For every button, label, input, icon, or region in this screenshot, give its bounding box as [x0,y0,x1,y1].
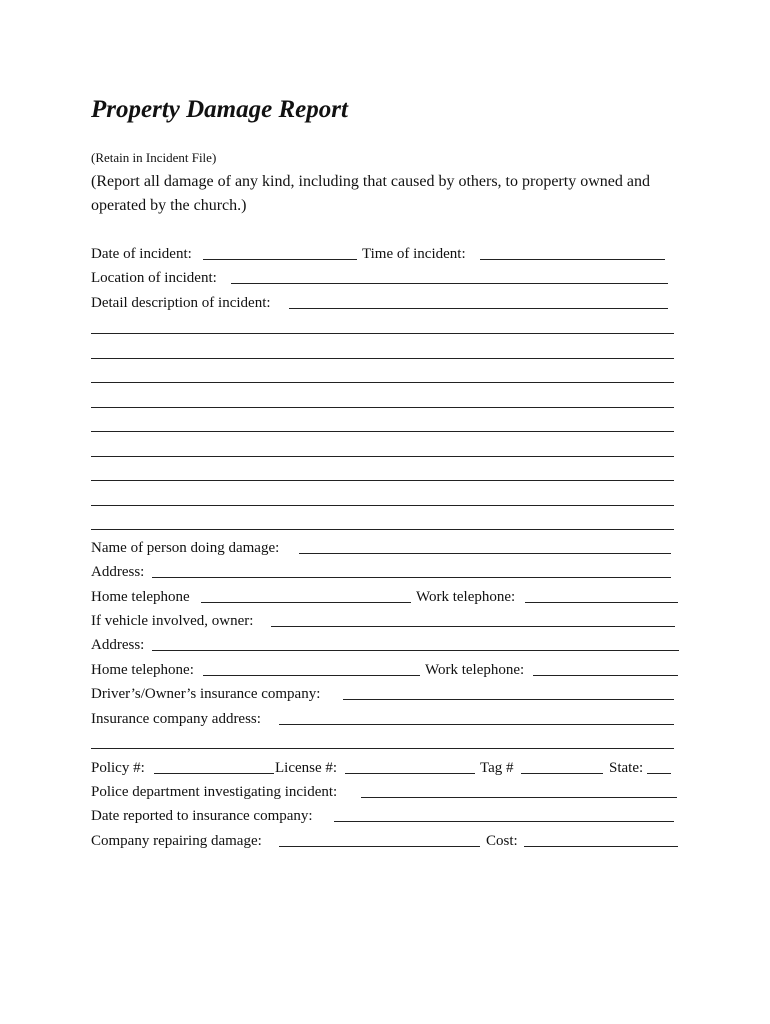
work-telephone-label: Work telephone: [416,589,516,605]
date-time-row [91,243,691,265]
description-line[interactable] [91,358,674,359]
repair-row [91,830,691,852]
owner-work-telephone-field[interactable] [533,675,678,676]
vehicle-owner-label: If vehicle involved, owner: [91,613,254,629]
policy-label: Policy #: [91,760,145,776]
owner-home-telephone-field[interactable] [203,675,420,676]
insurance-company-label: Driver’s/Owner’s insurance company: [91,686,321,702]
detail-description-field[interactable] [289,308,668,309]
description-line[interactable] [91,480,674,481]
vehicle-owner-field[interactable] [271,626,675,627]
retain-note: (Retain in Incident File) [91,150,217,165]
date-of-incident-label: Date of incident: [91,246,192,262]
description-line[interactable] [91,382,674,383]
insurance-company-row [91,683,691,705]
insurance-address-line[interactable] [91,748,674,749]
description-line[interactable] [91,407,674,408]
insurance-address-row [91,708,691,730]
license-label: License #: [275,760,338,776]
location-row [91,267,691,289]
description-line[interactable] [91,333,674,334]
person-row [91,537,691,559]
home-telephone-field[interactable] [201,602,411,603]
owner-address-field[interactable] [152,650,679,651]
description-line[interactable] [91,505,674,506]
owner-work-telephone-label: Work telephone: [425,662,525,678]
insurance-address-field[interactable] [279,724,674,725]
description-line[interactable] [91,529,674,530]
time-of-incident-label: Time of incident: [362,246,466,262]
time-of-incident-field[interactable] [480,259,665,260]
work-telephone-field[interactable] [525,602,678,603]
intro-text: (Report all damage of any kind, including that caused by others, to property owned and operated by the church.) [91,173,650,214]
policy-row [91,757,691,779]
company-repairing-label: Company repairing damage: [91,833,262,849]
date-reported-label: Date reported to insurance company: [91,808,313,824]
police-field[interactable] [361,797,677,798]
address-label: Address: [91,564,145,580]
cost-field[interactable] [524,846,678,847]
address-row [91,561,691,583]
police-label: Police department investigating incident: [91,784,338,800]
page-title: Property Damage Report [91,96,348,123]
description-line[interactable] [91,431,674,432]
home-telephone-label: Home telephone [91,589,190,605]
police-row [91,781,691,803]
location-label: Location of incident: [91,270,217,286]
insurance-address-label: Insurance company address: [91,711,261,727]
owner-home-telephone-label: Home telephone: [91,662,194,678]
address-field[interactable] [152,577,671,578]
tag-label: Tag # [480,760,514,776]
license-field[interactable] [345,773,475,774]
company-repairing-field[interactable] [279,846,480,847]
insurance-company-field[interactable] [343,699,674,700]
telephone-row [91,586,691,608]
owner-address-row [91,634,691,656]
date-reported-field[interactable] [334,821,674,822]
person-field[interactable] [299,553,671,554]
detail-row [91,292,691,314]
owner-address-label: Address: [91,637,145,653]
date-of-incident-field[interactable] [203,259,357,260]
vehicle-owner-row [91,610,691,632]
detail-description-label: Detail description of incident: [91,295,271,311]
location-field[interactable] [231,283,668,284]
date-reported-row [91,805,691,827]
policy-field[interactable] [154,773,274,774]
description-line[interactable] [91,456,674,457]
owner-telephone-row [91,659,691,681]
state-label: State: [609,760,644,776]
cost-label: Cost: [486,833,518,849]
person-label: Name of person doing damage: [91,540,280,556]
tag-field[interactable] [521,773,603,774]
state-field[interactable] [647,773,671,774]
